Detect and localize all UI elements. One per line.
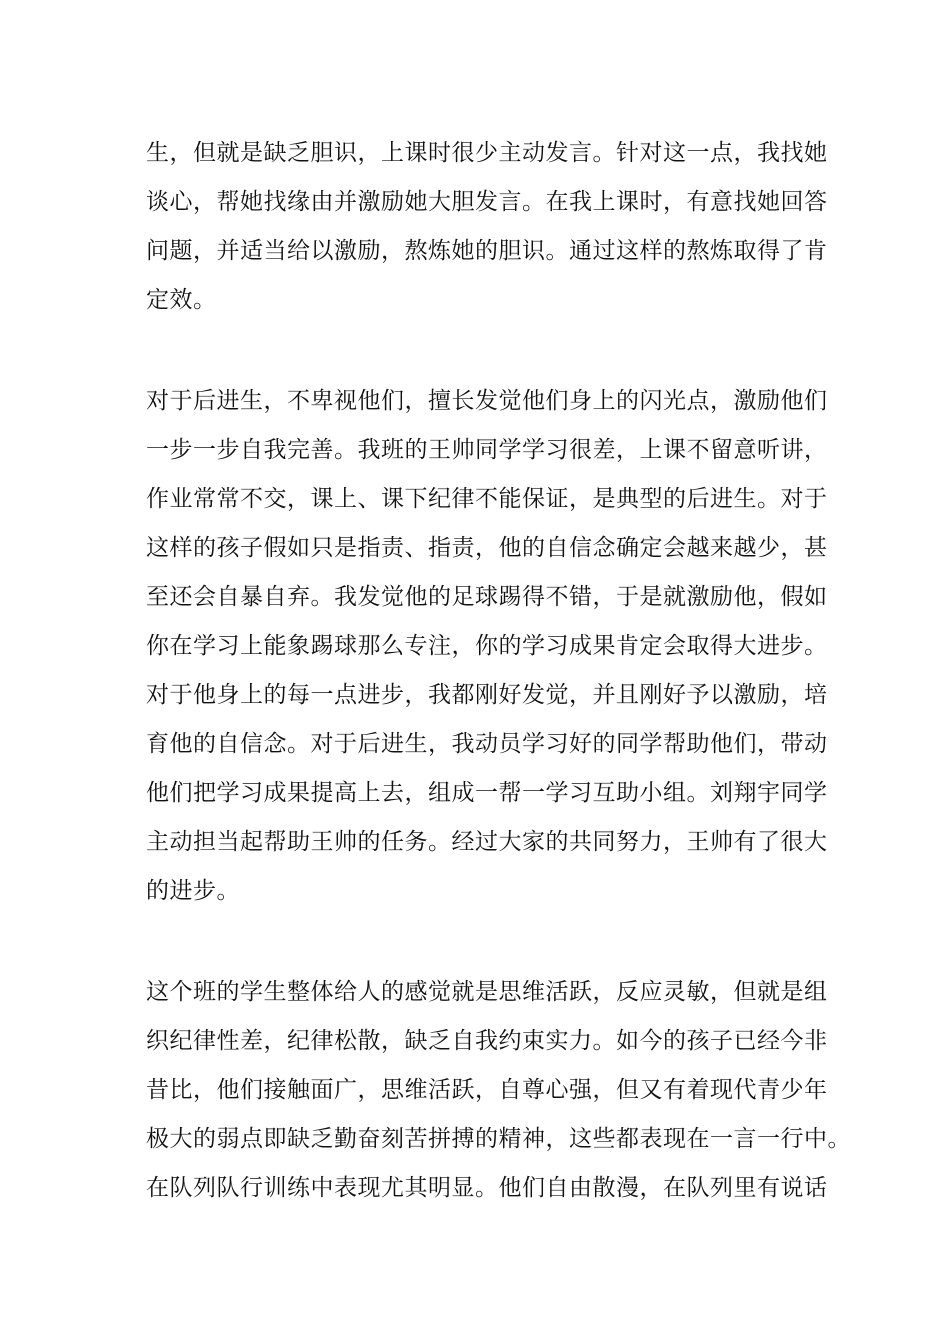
text-line: 的进步。 xyxy=(146,878,240,904)
text-line: 作业常常不交，课上、课下纪律不能保证，是典型的后进生。对于 xyxy=(146,486,828,512)
text-line: 极大的弱点即缺乏勤奋刻苦拼搏的精神，这些都表现在一言一行中。 xyxy=(146,1126,851,1152)
text-line: 在队列队行训练中表现尤其明显。他们自由散漫，在队列里有说话 xyxy=(146,1175,828,1201)
text-line: 生，但就是缺乏胆识，上课时很少主动发言。针对这一点，我找她 xyxy=(146,140,828,166)
text-line: 问题，并适当给以激励，熬炼她的胆识。通过这样的熬炼取得了肯 xyxy=(146,238,828,264)
text-line: 一步一步自我完善。我班的王帅同学学习很差，上课不留意听讲， xyxy=(146,437,828,463)
text-line: 这个班的学生整体给人的感觉就是思维活跃，反应灵敏，但就是组 xyxy=(146,979,828,1005)
text-line: 这样的孩子假如只是指责、指责，他的自信念确定会越来越少，甚 xyxy=(146,535,828,561)
text-line: 谈心，帮她找缘由并激励她大胆发言。在我上课时，有意找她回答 xyxy=(146,189,828,215)
text-line: 育他的自信念。对于后进生，我动员学习好的同学帮助他们，带动 xyxy=(146,731,828,757)
text-line: 对于他身上的每一点进步，我都刚好发觉，并且刚好予以激励，培 xyxy=(146,682,828,708)
text-line: 对于后进生，不卑视他们，擅长发觉他们身上的闪光点，激励他们 xyxy=(146,388,828,414)
text-line: 你在学习上能象踢球那么专注，你的学习成果肯定会取得大进步。 xyxy=(146,633,828,659)
text-line: 定效。 xyxy=(146,287,217,313)
text-line: 织纪律性差，纪律松散，缺乏自我约束实力。如今的孩子已经今非 xyxy=(146,1028,828,1054)
text-line: 主动担当起帮助王帅的任务。经过大家的共同努力，王帅有了很大 xyxy=(146,829,828,855)
text-line: 他们把学习成果提高上去，组成一帮一学习互助小组。刘翔宇同学 xyxy=(146,780,828,806)
text-line: 至还会自暴自弃。我发觉他的足球踢得不错，于是就激励他，假如 xyxy=(146,584,828,610)
text-line: 昔比，他们接触面广，思维活跃，自尊心强，但又有着现代青少年 xyxy=(146,1077,828,1103)
